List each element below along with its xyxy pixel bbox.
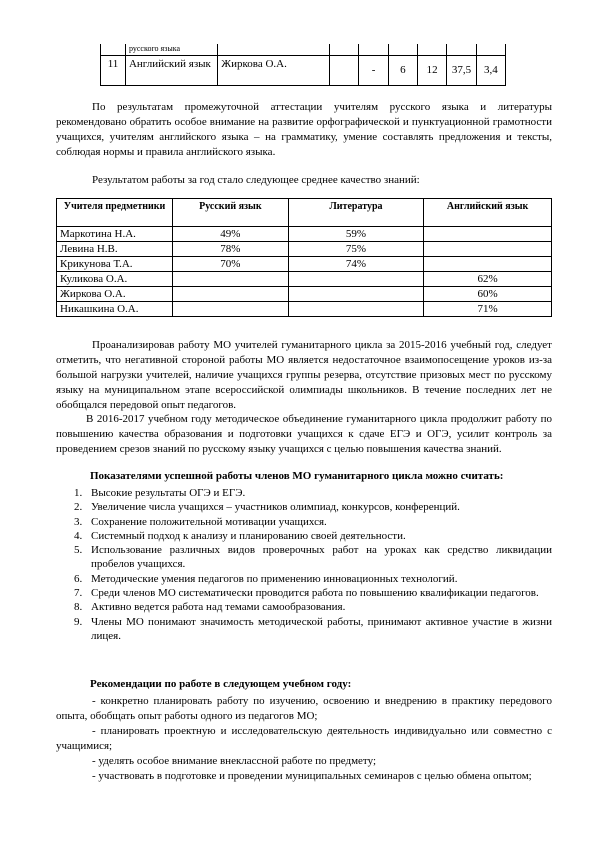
row-cell: 37,5	[447, 55, 476, 85]
list-item: 7. Среди членов МО систематически проводится работа по повышению квалификации педагогов.	[74, 587, 539, 600]
success-heading: Показателями успешной работы членов МО гуманитарного цикла можно считать:	[90, 470, 504, 482]
teacher-cell: Крикунова Т.А.	[57, 257, 173, 272]
value-cell: 71%	[424, 302, 552, 317]
table-row	[101, 55, 506, 85]
quality-table	[56, 198, 552, 317]
value-cell	[288, 272, 424, 287]
paragraph-attestation: По результатам промежуточной аттестации учителям русского языка и литературы рекомендовано обратить особое внимание на развитие орфографической и пунктуационной грамотности учащихся, учителям английского языка – на грамматику, умение составлять предложения и тексты, соблюдая нормы и правила английского языка.	[56, 101, 552, 158]
table-header-row	[57, 199, 552, 227]
prev-row-fragment: русского языка	[125, 44, 217, 55]
row-cell: -	[359, 55, 388, 85]
paragraph-result-intro: Результатом работы за год стало следующее среднее качество знаний:	[92, 174, 420, 186]
list-item: 4. Системный подход к анализу и планированию своей деятельности.	[74, 529, 406, 542]
value-cell	[173, 302, 289, 317]
recommendations-heading: Рекомендации по работе в следующем учебном году:	[90, 678, 352, 690]
list-item: 8. Активно ведется работа над темами самообразования.	[74, 601, 346, 614]
row-teacher: Жиркова О.А.	[218, 55, 330, 85]
table-row	[57, 242, 552, 257]
row-cell: 12	[418, 55, 447, 85]
teacher-cell: Никашкина О.А.	[57, 302, 173, 317]
value-cell: 70%	[173, 257, 289, 272]
list-item: 1. Высокие результаты ОГЭ и ЕГЭ.	[74, 487, 246, 499]
list-item: 6. Методические умения педагогов по применению инновационных технологий.	[74, 572, 458, 585]
recommendation-item: - конкретно планировать работу по изучению, освоению и внедрению в практику передового опыта, обобщать опыт работы одного из педагогов МО;	[56, 695, 552, 722]
recommendation-item: - уделять особое внимание внеклассной работе по предмету;	[92, 755, 376, 767]
column-header: Учителя предметники	[57, 199, 173, 227]
value-cell	[173, 287, 289, 302]
row-cell: 3,4	[476, 55, 505, 85]
value-cell: 75%	[288, 242, 424, 257]
grades-table-fragment	[100, 44, 506, 86]
table-row	[57, 272, 552, 287]
table-row	[57, 287, 552, 302]
value-cell: 60%	[424, 287, 552, 302]
list-item: 5. Использование различных видов проверочных работ на уроках как средство ликвидации пробелов учащихся.	[74, 544, 552, 571]
value-cell	[424, 242, 552, 257]
row-subject: Английский язык	[125, 55, 217, 85]
value-cell	[424, 227, 552, 242]
teacher-cell: Маркотина Н.А.	[57, 227, 173, 242]
row-number: 11	[101, 55, 126, 85]
list-item: 3. Сохранение положительной мотивации учащихся.	[74, 515, 327, 528]
value-cell	[288, 287, 424, 302]
paragraph-plan: В 2016-2017 учебном году методическое объединение гуманитарного цикла продолжит работу по повышению качества образования и подготовки учащихся к сдаче ЕГЭ и ОГЭ, усилит контроль за проведением срезов знаний по русскому языку учащихся с целью повышения качества знаний.	[56, 413, 552, 455]
column-header: Литература	[288, 199, 424, 227]
recommendation-item: - участвовать в подготовке и проведении муниципальных семинаров с целью обмена опытом;	[92, 770, 532, 782]
value-cell: 62%	[424, 272, 552, 287]
table-row	[57, 227, 552, 242]
value-cell: 74%	[288, 257, 424, 272]
table-row	[57, 257, 552, 272]
value-cell	[173, 272, 289, 287]
table-row	[101, 44, 506, 55]
column-header: Русский язык	[173, 199, 289, 227]
teacher-cell: Левина Н.В.	[57, 242, 173, 257]
value-cell: 49%	[173, 227, 289, 242]
paragraph-analysis: Проанализировав работу МО учителей гуманитарного цикла за 2015-2016 учебный год, следует отметить, что негативной стороной работы МО является недостаточное взаимопосещение уроков из-за большой нагрузки учителей, наличие учащихся группы резерва, отсутствие призовых мест по русскому языку на муниципальном этапе всероссийской олимпиады школьников. В течение последних лет не обобщался передовой опыт педагогов.	[56, 339, 552, 411]
list-item: 2. Увеличение числа учащихся – участников олимпиад, конкурсов, конференций.	[74, 501, 460, 514]
value-cell	[288, 302, 424, 317]
value-cell: 78%	[173, 242, 289, 257]
recommendation-item: - планировать проектную и исследовательскую деятельность индивидуально или совместно с учащимися;	[56, 725, 552, 752]
table-row	[57, 302, 552, 317]
value-cell	[424, 257, 552, 272]
recommendations-list	[56, 694, 552, 784]
row-cell: 6	[388, 55, 417, 85]
teacher-cell: Куликова О.А.	[57, 272, 173, 287]
list-item: 9. Члены МО понимают значимость методической работы, принимают активное участие в жизни лицея.	[74, 615, 552, 642]
row-cell	[330, 55, 359, 85]
teacher-cell: Жиркова О.А.	[57, 287, 173, 302]
success-list	[74, 486, 552, 643]
column-header: Английский язык	[424, 199, 552, 227]
value-cell: 59%	[288, 227, 424, 242]
